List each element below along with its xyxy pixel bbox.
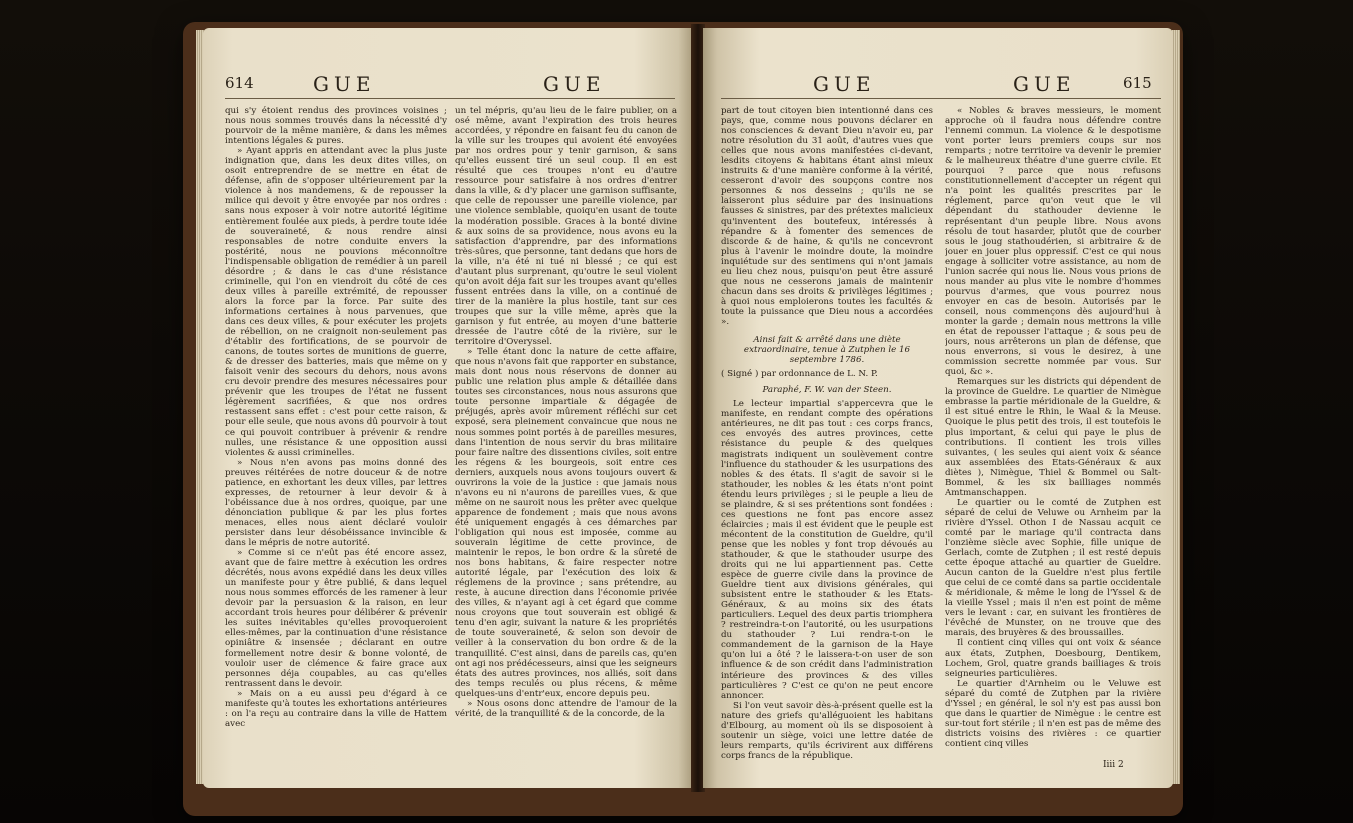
left-page bbox=[203, 28, 693, 788]
right-running-head-2: GUE bbox=[1013, 72, 1076, 96]
paragraph: Le lecteur impartial s'appercevra que le manifeste, en rendant compte des opérations antérieures, ne dit pas tout : ces corps francs, ces envoyés des autres provinces, cette résistance du peuple & des quelques magistrats indiquent un soulèvement contre l'influence du stathouder & les usurpations des nobles & des états. Il s'agit de savoir si le stathouder, les nobles & les états n'ont point étendu leurs privilèges ; si le peuple a lieu de se plaindre, & si ses prétentions sont fondées : ces questions ne font pas encore assez éclaircies ; mais il est évident que le peuple est mécontent de la constitution de Gueldre, qu'il pense que les nobles y font trop dévoués au stathouder, & que le stathouder usurpe des droits qui ne lui appartiennent pas. Cette espèce de guerre civile dans la province de Gueldre tient aux divisions générales, qui subsistent entre le stathouder & les Etats-Généraux, & au moins six des états particuliers. Lequel des deux partis triomphera ? restreindra-t-on l'autorité, ou les usurpations du stathouder ? Lui rendra-t-on le commandement de la garnison de la Haye qu'on lui a ôté ? le laissera-t-on user de son influence & de son crédit dans l'administration intérieure des provinces & des villes particulières ? C'est ce qu'on ne peut encore annoncer. bbox=[721, 399, 933, 701]
paragraph: » Mais on a eu aussi peu d'égard à ce manifeste qu'à toutes les exhortations antérieures : on l'a reçu au contraire dans la ville de Hattem avec bbox=[225, 688, 447, 729]
paragraph: qui s'y étoient rendus des provinces voisines ; nous nous sommes trouvés dans la nécessité d'y pourvoir de la même manière, & dans les mêmes intentions légales & pures. bbox=[225, 106, 447, 147]
paragraph: « Nobles & braves messieurs, le moment approche où il faudra nous défendre contre l'ennemi commun. La violence & le despotisme vont porter leurs premiers coups sur nos remparts ; notre territoire va devenir le premier & le malheureux théatre d'une guerre civile. Et pourquoi ? parce que nous refusons constitutionnellement d'accepter un régent qui n'a point les qualités prescrites par le réglement, parce qu'on veut que le vil dépendant du stathouder devienne le représentant d'un peuple libre. Nous avons résolu de tout hasarder, plutôt que de courber sous le joug stathoudérien, si arbitraire & de jouer en jouer plus oppressif. C'est ce qui nous engage à solliciter votre assistance, au nom de l'union sacrée qui nous lie. Nous vous prions de nous mander au plus vite le nombre d'hommes pourvus d'armes, que vous pourrez nous envoyer en cas de besoin. Autorisés par le conseil, nous commençons dès aujourd'hui à monter la garde ; demain nous mettrons la ville en état de repousser l'attaque ; & sous peu de jours, nous arrêterons un plan de défense, que nous enverrons, si vous le desirez, à une commission secrette nommée par vous. Sur quoi, &c ». bbox=[945, 106, 1161, 378]
left-head-rule bbox=[225, 98, 675, 99]
resolution-date-line: Ainsi fait & arrêté dans une diète extraordinaire, tenue à Zutphen le 16 septembre 1786. bbox=[743, 335, 911, 366]
signature-line: ( Signé ) par ordonnance de L. N. P. bbox=[721, 369, 878, 380]
right-page bbox=[703, 28, 1173, 788]
right-column-1 bbox=[721, 106, 933, 788]
right-column-2 bbox=[945, 106, 1161, 788]
paragraph: » Nous n'en avons pas moins donné des preuves réitérées de notre douceur & de notre patience, en exhortant les deux villes, par lettres expresses, de retourner à leur devoir & à l'obéissance due à nos ordres, quoique, par une dénonciation publique & par les plus fortes menaces, elles nous aient déclaré vouloir persister dans leur désobéissance invincible & dans le mépris de notre autorité. bbox=[225, 457, 447, 549]
paragraph: Le quartier ou le comté de Zutphen est séparé de celui de Veluwe ou Arnheim par la rivière d'Yssel. Othon I de Nassau acquit ce comté par le mariage qu'il contracta dans l'onzième siècle avec Sophie, fille unique de Gerlach, comte de Zutphen ; il est resté depuis cette époque attaché au quartier de Gueldre. Aucun canton de la Gueldre n'est plus fertile que celui de ce comté dans sa partie occidentale & méridionale, & même le long de l'Yssel & de la vieille Yssel ; mais il n'en est point de même vers le levant : car, en suivant les frontières de l'évêché de Munster, on ne trouve que des marais, des bruyères & des broussailles. bbox=[945, 497, 1161, 639]
paragraph: » Comme si ce n'eût pas été encore assez, avant que de faire mettre à exécution les ordres décrétés, nous avons expédié dans les deux villes un manifeste pour y être publié, & dans lequel nous nous sommes efforcés de les ramener à leur devoir par la persuasion & la raison, en leur accordant trois heures pour délibérer & prévenir les suites inévitables qu'elles provoqueroient elles-mêmes, par la continuation d'une résistance opiniâtre & insensée ; déclarant en outre formellement notre desir & bonne volonté, de vouloir user de clémence & faire grace aux personnes déja coupables, au cas qu'elles rentrassent dans le devoir. bbox=[225, 548, 447, 689]
paragraph: un tel mépris, qu'au lieu de le faire publier, on a osé même, avant l'expiration des trois heures accordées, y répondre en faisant feu du canon de la ville sur les troupes qui avoient été envoyées par nos ordres pour y tenir garnison, & sans qu'elles eussent tiré un seul coup. Il en est résulté que ces troupes n'ont eu d'autre ressource pour satisfaire à nos ordres d'entrer dans la ville, & d'y placer une garnison suffisante, que celle de repousser une pareille violence, par une violence semblable, quoiqu'en usant de toute la modération possible. Graces à la bonté divine & aux soins de sa providence, nous avons eu la satisfaction d'apprendre, par des informations très-sûres, que personne, tant dedans que hors de la ville, n'a été ni tué ni blessé ; ce qui est d'autant plus surprenant, qu'outre le seul violent qu'on avoit déja fait sur les troupes avant qu'elles fussent entrées dans la ville, on a continué de tirer de la manière la plus hostile, tant sur ces troupes que sur la ville même, après que la garnison y fut entrée, au moyen d'une batterie dressée de l'autre côté de la rivière, sur le territoire d'Overyssel. bbox=[455, 106, 677, 348]
left-column-1 bbox=[225, 106, 447, 788]
paragraph: Si l'on veut savoir dès-à-présent quelle est la nature des griefs qu'alléguoient les habitans d'Elbourg, au moment où ils se disposoient à soutenir un siège, voici une lettre datée de leurs remparts, qu'ils écrivirent aux différens corps francs de la république. bbox=[721, 700, 933, 761]
paragraph: » Telle étant donc la nature de cette affaire, que nous n'avons fait que rapporter en substance, mais dont nous nous réservons de donner au public une relation plus ample & détaillée dans toutes ses circonstances, nous nous assurons que toute personne impartiale & dégagée de préjugés, après avoir mûrement réfléchi sur cet exposé, sera pleinement convaincue que nous ne nous sommes point portés à de pareilles mesures, dans l'intention de nous servir du bras militaire pour faire naître des dissentions civiles, soit entre les régens & les bourgeois, soit entre ces derniers, auxquels nous avons toujours ouvert & ouvrirons la voie de la justice : que jamais nous n'avons eu ni n'aurons de pareilles vues, & que même on ne sauroit nous les prêter avec quelque apparence de fondement ; mais que nous avons été uniquement engagés à ces démarches par l'obligation qui nous est imposée, comme au souverain légitime de cette province, de maintenir le repos, le bon ordre & la sûreté de nos bons habitans, & faire respecter notre autorité légale, par l'exécution des loix & réglemens de la province ; sans prétendre, au reste, à aucune direction dans l'économie privée des villes, & n'ayant agi à cet égard que comme nous croyons que tout souverain est obligé & tenu d'en agir, suivant la nature & les propriétés de toute souveraineté, & selon son devoir de veiller à la conservation du bon ordre & de la tranquillité. C'est ainsi, dans de pareils cas, qu'en ont agi nos prédécesseurs, ainsi que les seigneurs états des autres provinces, nos alliés, soit dans des temps reculés ou plus récens, & même quelques-uns d'entr'eux, encore depuis peu. bbox=[455, 347, 677, 699]
left-column-2 bbox=[455, 106, 677, 788]
paragraph: part de tout citoyen bien intentionné dans ces pays, que, comme nous pouvons déclarer en nos consciences & devant Dieu n'avoir eu, par notre résolution du 31 août, d'autres vues que celles que nous avons manifestées ci-devant, lesdits citoyens & habitans étant ainsi mieux instruits & d'une manière conforme à la vérité, cesseront d'avoir des soupçons contre nos personnes & nos desseins ; qu'ils ne se laisseront plus séduire par des insinuations fausses & sinistres, par des prétextes malicieux qu'inventent des boutefeux, intéressés à répandre & à fomenter des semences de discorde & de haine, & qu'ils ne concevront plus à l'avenir le moindre doute, la moindre inquiétude sur des sentimens qui n'ont jamais eu lieu chez nous, puisqu'on peut être assuré que nous ne cesserons jamais de maintenir chacun dans ses droits & privilèges légitimes ; à quoi nous emploierons toutes les facultés & toute la puissance que Dieu nous a accordées ». bbox=[721, 106, 933, 327]
right-running-head-1: GUE bbox=[813, 72, 876, 96]
right-head-rule bbox=[721, 98, 1161, 99]
left-running-head-2: GUE bbox=[543, 72, 606, 96]
right-page-number: 615 bbox=[1123, 74, 1152, 92]
paragraph: Il contient cinq villes qui ont voix & séance aux états, Zutphen, Doesbourg, Dentikem, Lochem, Grol, quatre grands bailliages & trois seigneuries particulières. bbox=[945, 638, 1161, 679]
paragraph: » Ayant appris en attendant avec la plus juste indignation que, dans les deux dites villes, on osoit entreprendre de se mettre en état de défense, afin de s'opposer ultérieurement par la violence à nos mandemens, & de repousser la milice qui devoit y être envoyée par nos ordres : sans nous exposer à voir notre autorité légitime entièrement foulée aux pieds, à perdre toute idée de souveraineté, & nous rendre ainsi responsables de notre conduite envers la postérité, nous ne pouvions méconnoître l'indispensable obligation de remédier à un pareil désordre ; & dans le cas d'une résistance criminelle, qui l'on en viendroit du côté de ces deux villes à pareille extrémité, de repousser alors la force par la force. Par suite des informations certaines à nous parvenues, que dans ces deux villes, & pour exécuter les projets de rébellion, on ne craignoit non-seulement pas d'établir des fortifications, de se pourvoir de canons, de toutes sortes de munitions de guerre, & de dresser des batteries, mais que même on y faisoit venir des secours du dehors, nous avons cru devoir prendre des mesures nécessaires pour prévenir que les troupes de l'état ne fussent légèrement sacrifiées, & que nos ordres restassent sans effet : c'est pour cette raison, & pour elle seule, que nous avons dû pourvoir à tout ce qui pouvoit contribuer à prévenir & rendre nulles, une résistance & une opposition aussi violentes & aussi criminelles. bbox=[225, 146, 447, 458]
paragraph: Remarques sur les districts qui dépendent de la province de Gueldre. Le quartier de Nimègue embrasse la partie méridionale de la Gueldre, & il est situé entre le Rhin, le Waal & la Meuse. Quoique le plus petit des trois, il est toutefois le plus important, & celui qui paye le plus de contributions. Il contient les trois villes suivantes, ( les seules qui aient voix & séance aux assemblées des Etats-Généraux & aux diètes ), Nimègue, Thiel & Bommel ou Salt-Bommel, & les six bailliages nommés Amtmanschappen. bbox=[945, 377, 1161, 498]
paragraph: Le quartier d'Arnheim ou le Veluwe est séparé du comté de Zutphen par la rivière d'Yssel ; en général, le sol n'y est pas aussi bon que dans le quartier de Nimègue : le centre est sur-tout fort stérile ; il n'en est pas de même des districts voisins des rivières : ce quartier contient cinq villes bbox=[945, 678, 1161, 749]
left-running-head-1: GUE bbox=[313, 72, 376, 96]
paragraph: » Nous osons donc attendre de l'amour de la vérité, de la tranquillité & de la concorde, de la bbox=[455, 698, 677, 719]
signature-mark: Iiii 2 bbox=[1103, 760, 1124, 770]
left-page-number: 614 bbox=[225, 74, 254, 92]
right-page-edges bbox=[1172, 30, 1180, 784]
paraph-line: Paraphé, F. W. van der Steen. bbox=[762, 385, 892, 396]
